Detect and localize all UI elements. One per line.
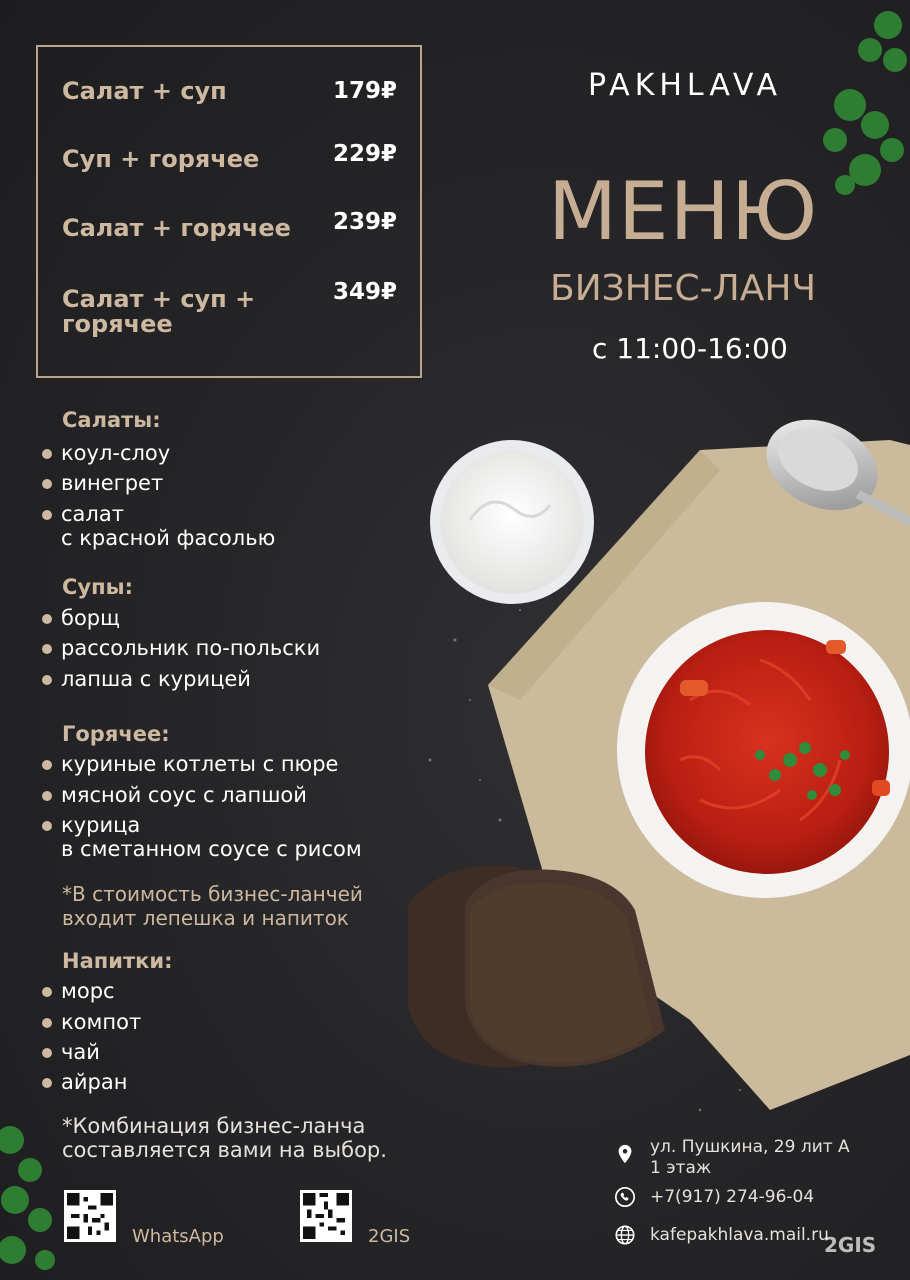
bullet-icon <box>42 821 52 831</box>
bullet-icon <box>42 644 52 654</box>
list-item: чай <box>42 1040 100 1064</box>
list-item: коул-слоу <box>42 441 170 465</box>
location-pin-icon <box>614 1143 636 1165</box>
bullet-icon <box>42 614 52 624</box>
list-item: борщ <box>42 606 120 630</box>
combo-price-box <box>36 45 422 378</box>
qr-label-2gis: 2GIS <box>368 1226 411 1247</box>
section-title-salads: Салаты: <box>62 408 161 432</box>
bullet-icon <box>42 675 52 685</box>
combo-price: 239₽ <box>333 209 398 235</box>
bullet-icon <box>42 449 52 459</box>
combo-price: 349₽ <box>333 279 398 305</box>
section-title-soups: Супы: <box>62 575 133 599</box>
list-item: салат с красной фасолью <box>42 502 275 550</box>
bullet-icon <box>42 760 52 770</box>
list-item: рассольник по-польски <box>42 636 320 660</box>
combo-name: Салат + суп <box>62 77 227 105</box>
section-title-hot: Горячее: <box>62 722 170 746</box>
bullet-icon <box>42 1078 52 1088</box>
combo-price: 179₽ <box>333 78 398 104</box>
whatsapp-qr-code[interactable] <box>64 1190 116 1242</box>
list-item: компот <box>42 1010 141 1034</box>
page-subtitle: БИЗНЕС-ЛАНЧ <box>550 268 817 309</box>
lunch-hours: с 11:00-16:00 <box>592 332 788 365</box>
list-item: курица в сметанном соусе с рисом <box>42 813 362 861</box>
page-title: МЕНЮ <box>548 165 819 258</box>
bullet-icon <box>42 1018 52 1028</box>
parsley-bottom <box>0 1126 55 1270</box>
section-title-drinks: Напитки: <box>62 949 173 973</box>
parsley-top <box>823 11 907 195</box>
watermark: 2GIS <box>824 1233 877 1257</box>
bullet-icon <box>42 510 52 520</box>
website-link[interactable]: kafepakhlava.mail.ru <box>650 1225 829 1245</box>
list-item: айран <box>42 1070 127 1094</box>
combo-name-line2: горячее <box>62 310 173 338</box>
brand-logo: PAKHLAVA <box>588 68 783 103</box>
bullet-icon <box>42 987 52 997</box>
2gis-qr-code[interactable] <box>300 1190 352 1242</box>
list-item: винегрет <box>42 471 163 495</box>
bullet-icon <box>42 479 52 489</box>
bread-note: *В стоимость бизнес-ланчей входит лепешка и напиток <box>62 882 363 930</box>
combo-name: Суп + горячее <box>62 145 260 173</box>
combo-name-line1: Салат + суп + <box>62 285 256 313</box>
list-item: лапша с курицей <box>42 667 251 691</box>
qr-label-whatsapp: WhatsApp <box>132 1226 224 1247</box>
phone-icon <box>614 1186 636 1208</box>
combo-name: Салат + горячее <box>62 214 291 242</box>
list-item: морс <box>42 979 115 1003</box>
phone-number[interactable]: +7(917) 274-96-04 <box>650 1187 815 1207</box>
list-item: куриные котлеты с пюре <box>42 752 338 776</box>
address: ул. Пушкина, 29 лит А 1 этаж <box>650 1137 850 1178</box>
globe-icon <box>614 1224 636 1246</box>
combo-price: 229₽ <box>333 141 398 167</box>
combo-note: *Комбинация бизнес-ланча составляется вами на выбор. <box>62 1114 387 1162</box>
list-item: мясной соус с лапшой <box>42 783 307 807</box>
bullet-icon <box>42 791 52 801</box>
bullet-icon <box>42 1048 52 1058</box>
